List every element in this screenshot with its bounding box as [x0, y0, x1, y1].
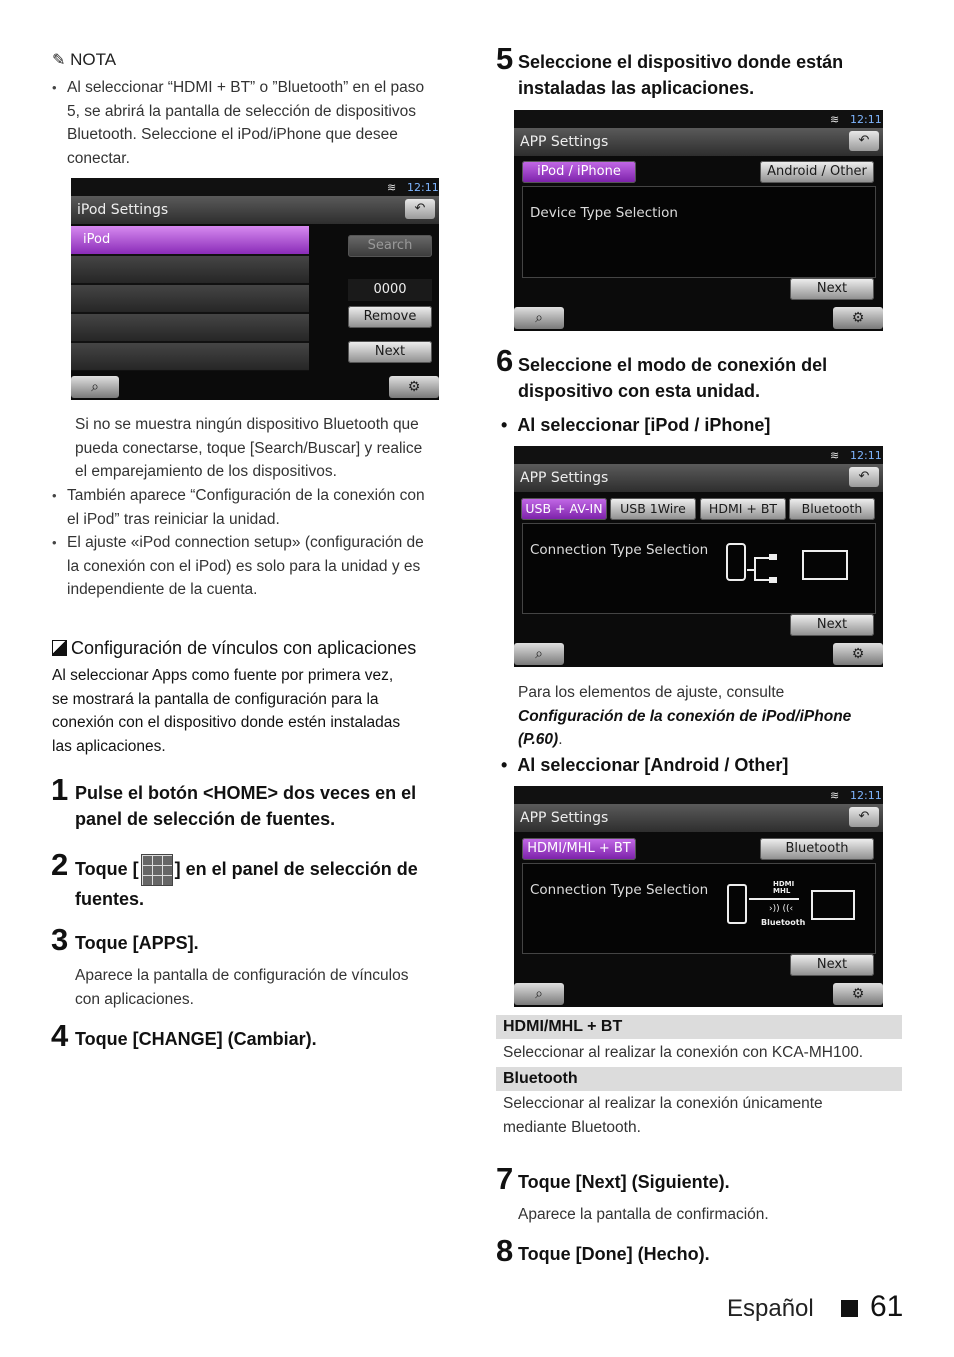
- panel-label: Connection Type Selection: [530, 882, 709, 898]
- gear-icon[interactable]: ⚙: [389, 376, 439, 398]
- status-bar: [514, 110, 883, 128]
- note-ipod-config: También aparece “Configuración de la conexión con el iPod” tras reiniciar la unidad.: [67, 487, 425, 528]
- back-button[interactable]: ↶: [849, 807, 879, 827]
- step-number: 3: [51, 922, 69, 957]
- screen-title: APP Settings: [514, 128, 883, 156]
- wifi-icon: ≋: [830, 789, 840, 802]
- step-6-text: Seleccione el modo de conexión del dispositivo con esta unidad.: [518, 355, 828, 401]
- wifi-icon: ≋: [830, 113, 840, 126]
- ipod-settings-screen: [71, 178, 439, 400]
- cable-icon: [749, 898, 799, 900]
- sub-android-heading: • Al seleccionar [Android / Other]: [501, 755, 789, 775]
- nota-label: NOTA: [70, 50, 117, 69]
- pin-code: 0000: [348, 279, 432, 301]
- bullet-dot: •: [52, 535, 57, 550]
- hdmi-label: HDMI: [773, 880, 795, 888]
- step-7-text: Toque [Next] (Siguiente).: [518, 1172, 730, 1192]
- step-number: 7: [496, 1161, 514, 1196]
- monitor-icon: [811, 890, 855, 920]
- back-button[interactable]: ↶: [849, 131, 879, 151]
- step-number: 5: [496, 41, 514, 76]
- bullet-dot: •: [52, 488, 57, 503]
- next-button[interactable]: Next: [790, 278, 874, 300]
- section-heading: Configuración de vínculos con aplicaciones: [52, 638, 416, 659]
- back-button[interactable]: ↶: [405, 199, 435, 219]
- reference-link[interactable]: Configuración de la conexión de iPod/iPhone: [518, 707, 852, 725]
- wifi-icon: ≋: [830, 449, 840, 462]
- screen-title: APP Settings: [514, 804, 883, 832]
- wifi-icon: ≋: [387, 181, 397, 194]
- nota-heading: [52, 50, 116, 70]
- connection-type-panel: [522, 523, 876, 614]
- section-text: Al seleccionar Apps como fuente por primera vez, se mostrará la pantalla de configuración para la conexión con el dispositivo donde estén instaladas las aplicaciones.: [52, 667, 401, 755]
- status-bar: [514, 446, 883, 464]
- pencil-icon: ✎: [52, 52, 66, 69]
- step-3-text: Toque [APPS].: [75, 933, 199, 953]
- gear-icon[interactable]: ⚙: [833, 983, 883, 1005]
- camera-icon[interactable]: ⌕: [514, 307, 564, 329]
- next-button[interactable]: Next: [790, 954, 874, 976]
- device-item[interactable]: [71, 285, 309, 312]
- step-number: 2: [51, 847, 69, 882]
- step-7-sub: Aparece la pantalla de confirmación.: [518, 1206, 769, 1223]
- step-2-text: Toque [ ] en el panel de selección de fuentes.: [75, 854, 418, 912]
- table-header-bluetooth: Bluetooth: [496, 1067, 902, 1091]
- android-other-button[interactable]: Android / Other: [760, 161, 874, 183]
- gear-icon[interactable]: ⚙: [833, 643, 883, 665]
- section-marker-icon: [52, 640, 67, 656]
- nota-text: Al seleccionar “HDMI + BT” o ”Bluetooth” en el paso 5, se abrirá la pantalla de selección de dispositivos Bluetooth. Seleccione el iPod/iPhone que desee conectar.: [67, 79, 425, 167]
- hdmi-mhl-bt-button[interactable]: HDMI/MHL + BT: [522, 838, 636, 860]
- step-number: 8: [496, 1233, 514, 1268]
- app-settings-device-screen: [514, 110, 883, 331]
- table-header-hdmi: HDMI/MHL + BT: [496, 1015, 902, 1039]
- footer-language: Español: [727, 1295, 814, 1322]
- step-8-text: Toque [Done] (Hecho).: [518, 1244, 710, 1264]
- step-3-sub: Aparece la pantalla de configuración de vínculos con aplicaciones.: [75, 967, 409, 1008]
- table-row-hdmi: Seleccionar al realizar la conexión con KCA-MH100.: [503, 1044, 864, 1061]
- screen-title: iPod Settings: [71, 196, 439, 224]
- panel-label: Device Type Selection: [530, 205, 678, 221]
- page-number: 61: [870, 1290, 904, 1323]
- ipod-iphone-button[interactable]: iPod / iPhone: [522, 161, 636, 183]
- device-item[interactable]: [71, 314, 309, 341]
- step-number: 6: [496, 343, 514, 378]
- clock: 12:11: [850, 449, 882, 462]
- clock: 12:11: [407, 181, 439, 194]
- app-settings-android-screen: [514, 786, 883, 1007]
- note-bluetooth: Si no se muestra ningún dispositivo Bluetooth que pueda conectarse, toque [Search/Buscar] y realice el emparejamiento de los dispositivos.: [75, 416, 423, 480]
- clock: 12:11: [850, 789, 882, 802]
- gear-icon[interactable]: ⚙: [833, 307, 883, 329]
- bluetooth-logo: Bluetooth: [761, 918, 806, 927]
- remove-button[interactable]: Remove: [348, 306, 432, 328]
- bullet-dot: •: [52, 80, 57, 95]
- clock: 12:11: [850, 113, 882, 126]
- grid-icon: [141, 854, 173, 886]
- reference-note: Para los elementos de ajuste, consulte Configuración de la conexión de iPod/iPhone (P.60).: [518, 684, 852, 748]
- search-button[interactable]: Search: [348, 235, 432, 257]
- table-row-bluetooth: Seleccionar al realizar la conexión únicamente mediante Bluetooth.: [503, 1095, 823, 1136]
- step-4-text: Toque [CHANGE] (Cambiar).: [75, 1029, 317, 1049]
- back-button[interactable]: ↶: [849, 467, 879, 487]
- tab-usb-1wire[interactable]: USB 1Wire: [610, 498, 696, 520]
- screen-title: APP Settings: [514, 464, 883, 492]
- connection-type-panel: [522, 863, 876, 954]
- bluetooth-button[interactable]: Bluetooth: [760, 838, 874, 860]
- sub-ipod-heading: • Al seleccionar [iPod / iPhone]: [501, 415, 771, 435]
- step-number: 4: [51, 1018, 69, 1053]
- camera-icon[interactable]: ⌕: [514, 983, 564, 1005]
- step-number: 1: [51, 772, 69, 807]
- step-5-text: Seleccione el dispositivo donde están instaladas las aplicaciones.: [518, 52, 844, 98]
- device-type-panel: [522, 186, 876, 278]
- ipod-connection-diagram: [723, 540, 863, 600]
- camera-icon[interactable]: ⌕: [71, 376, 119, 398]
- app-settings-ipod-screen: [514, 446, 883, 667]
- device-list: [71, 226, 309, 371]
- device-item[interactable]: [71, 256, 309, 283]
- note-ipod-setup: El ajuste «iPod connection setup» (configuración de la conexión con el iPod) es solo para la unidad y es independiente de la cuenta.: [67, 534, 424, 598]
- phone-icon: [727, 884, 747, 924]
- panel-label: Connection Type Selection: [530, 542, 709, 558]
- mhl-label: MHL: [773, 887, 791, 895]
- device-item-selected[interactable]: iPod: [71, 226, 309, 254]
- footer-square-icon: [841, 1300, 858, 1317]
- next-button[interactable]: Next: [790, 614, 874, 636]
- camera-icon[interactable]: ⌕: [514, 643, 564, 665]
- next-button[interactable]: Next: [348, 341, 432, 363]
- tab-hdmi-bt[interactable]: HDMI + BT: [700, 498, 786, 520]
- tab-bluetooth[interactable]: Bluetooth: [789, 498, 875, 520]
- wireless-icon: ›)) ((‹: [769, 904, 794, 914]
- status-bar: [514, 786, 883, 804]
- status-bar: [71, 178, 439, 196]
- tab-usb-av-in[interactable]: USB + AV-IN: [521, 498, 607, 520]
- device-item[interactable]: [71, 343, 309, 370]
- reference-link[interactable]: (P.60): [518, 731, 559, 748]
- step-1-text: Pulse el botón <HOME> dos veces en el panel de selección de fuentes.: [75, 783, 417, 829]
